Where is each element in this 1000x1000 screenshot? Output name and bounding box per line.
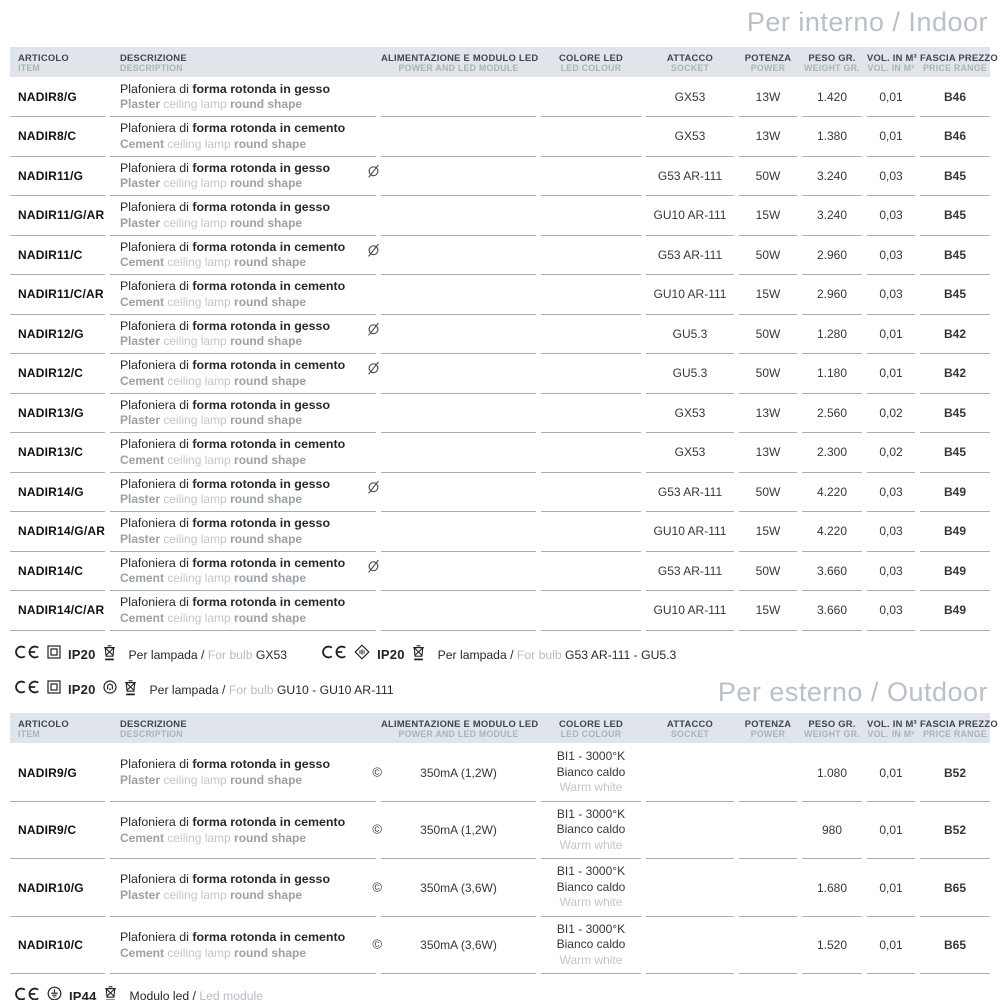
weee-crossed-bin-icon: [412, 644, 425, 666]
column-header: DESCRIZIONE DESCRIPTION: [120, 51, 187, 73]
led-colour-cell: [541, 315, 641, 355]
price-range-value: B45: [943, 168, 966, 183]
power-module-value: 350mA (1,2W): [420, 765, 497, 780]
socket-value: GU10 AR-111: [653, 208, 727, 223]
volume-value: 0,03: [879, 208, 903, 223]
ce-mark-icon: [14, 645, 40, 664]
led-colour-cell: [541, 394, 641, 434]
led-colour-english: Warm white: [559, 895, 623, 910]
weight-value: 1.280: [816, 326, 848, 341]
price-range-value: B49: [943, 563, 966, 578]
table-row: [10, 315, 990, 355]
description-english: Cement ceiling lamp round shape: [120, 373, 307, 388]
description-italian: Plafoniera di forma rotonda in gesso: [120, 757, 331, 772]
column-header: DESCRIZIONE DESCRIPTION: [120, 718, 187, 740]
weight-value: 2.560: [816, 405, 848, 420]
price-range-value: B42: [943, 326, 966, 341]
led-colour-cell: [541, 859, 641, 917]
power-module-value: 350mA (1,2W): [420, 823, 497, 838]
socket-value: GX53: [674, 445, 706, 460]
certification-icons: [321, 644, 425, 666]
volume-value: 0,03: [879, 287, 903, 302]
certification-note: [14, 679, 394, 701]
table-row: [10, 802, 990, 860]
volume-value: 0,01: [879, 89, 903, 104]
ip-rating: IP20: [68, 682, 96, 698]
power-value: 13W: [755, 405, 781, 420]
description-italian: Plafoniera di forma rotonda in gesso: [120, 318, 331, 333]
power-value: 50W: [755, 563, 781, 578]
description-english: Plaster ceiling lamp round shape: [120, 215, 303, 230]
description-english: Cement ceiling lamp round shape: [120, 571, 307, 586]
led-colour-cell: [541, 802, 641, 860]
description-italian: Plafoniera di forma rotonda in cemento: [120, 814, 346, 829]
column-header: ARTICOLO ITEM: [18, 51, 69, 73]
socket-value: G53 AR-111: [657, 247, 723, 262]
description-english: Cement ceiling lamp round shape: [120, 294, 307, 309]
volume-value: 0,01: [879, 129, 903, 144]
item-code: NADIR12/C: [18, 366, 84, 381]
item-code: NADIR8/G: [18, 89, 77, 104]
price-range-value: B49: [943, 603, 966, 618]
power-value: 13W: [755, 129, 781, 144]
description-cell: [110, 512, 376, 552]
table-row: [10, 394, 990, 434]
price-range-value: B49: [943, 484, 966, 499]
power-value: 50W: [755, 168, 781, 183]
certification-text: Per lampada / For bulb GX53: [128, 647, 288, 662]
description-cell: [110, 78, 376, 118]
outdoor-table-body: [10, 744, 990, 974]
item-code: NADIR13/C: [18, 445, 84, 460]
item-code: NADIR12/G: [18, 326, 84, 341]
table-row: [10, 117, 990, 157]
outdoor-note-row: [14, 985, 990, 1000]
column-header: COLORE LED LED COLOUR: [559, 51, 623, 73]
outdoor-section: [10, 676, 998, 1000]
table-row: [10, 591, 990, 631]
power-value: 50W: [755, 326, 781, 341]
power-value: 50W: [755, 484, 781, 499]
certification-text: Per lampada / For bulb G53 AR-111 - GU5.3: [437, 647, 677, 662]
led-colour-italian: Bianco caldo: [556, 937, 626, 952]
ce-mark-icon: [14, 680, 40, 699]
led-colour-cell: [541, 157, 641, 197]
description-italian: Plafoniera di forma rotonda in cemento: [120, 595, 346, 609]
led-colour-cell: [541, 117, 641, 157]
weight-value: 2.960: [816, 247, 848, 262]
volume-value: 0,03: [879, 524, 903, 539]
description-italian: Plafoniera di forma rotonda in cemento: [120, 437, 346, 451]
socket-value: GU5.3: [672, 366, 708, 381]
description-italian: Plafoniera di forma rotonda in cemento: [120, 121, 346, 135]
item-code: NADIR14/G/AR: [18, 524, 106, 539]
certification-icons: [14, 679, 137, 701]
table-row: [10, 236, 990, 276]
weight-value: 3.240: [816, 208, 848, 223]
item-code: NADIR14/C/AR: [18, 603, 105, 618]
description-italian: Plafoniera di forma rotonda in gesso: [120, 476, 331, 491]
certification-icons: [14, 644, 116, 666]
item-code: NADIR14/C: [18, 563, 84, 578]
lampholder-icon: [103, 680, 117, 699]
price-range-value: B42: [943, 366, 966, 381]
led-colour-cell: [541, 552, 641, 592]
volume-value: 0,02: [879, 405, 903, 420]
column-header: FASCIA PREZZO PRICE RANGE: [920, 51, 998, 73]
description-icon-slot: [365, 163, 382, 185]
weight-value: 1.680: [816, 880, 848, 895]
led-module-icon: ©: [372, 764, 382, 780]
description-italian: Plafoniera di forma rotonda in cemento: [120, 555, 346, 570]
column-header: VOL. IN M³ VOL. IN M³: [867, 51, 917, 73]
price-range-value: B52: [943, 823, 966, 838]
weight-value: 1.380: [816, 129, 848, 144]
certification-note: [14, 644, 287, 666]
price-range-value: B45: [943, 405, 966, 420]
description-cell: [110, 315, 376, 355]
certification-icons: [14, 985, 117, 1000]
not-dimmable-icon: [365, 242, 382, 264]
led-colour-cell: [541, 78, 641, 118]
description-english: Cement ceiling lamp round shape: [120, 255, 307, 270]
power-module-value: 350mA (3,6W): [420, 938, 497, 953]
power-value: 15W: [755, 287, 781, 302]
led-colour-cell: [541, 917, 641, 975]
led-colour-cell: [541, 196, 641, 236]
description-english: Cement ceiling lamp round shape: [120, 136, 307, 151]
led-colour-code: BI1 - 3000°K: [556, 864, 626, 879]
item-code: NADIR10/C: [18, 938, 84, 953]
table-row: [10, 78, 990, 118]
table-row: [10, 552, 990, 592]
description-cell: [110, 394, 376, 434]
ce-mark-icon: [14, 987, 40, 1000]
table-row: [10, 859, 990, 917]
indoor-section: [10, 7, 998, 701]
column-header: COLORE LED LED COLOUR: [559, 718, 623, 740]
volume-value: 0,01: [879, 326, 903, 341]
price-range-value: B52: [943, 765, 966, 780]
description-icon-slot: [365, 242, 382, 264]
led-colour-cell: [541, 512, 641, 552]
description-cell: [110, 802, 382, 860]
column-header: POTENZA POWER: [744, 51, 792, 73]
price-range-value: B65: [943, 938, 966, 953]
description-italian: Plafoniera di forma rotonda in gesso: [120, 397, 331, 412]
price-range-value: B45: [943, 287, 966, 302]
led-colour-cell: [541, 591, 641, 631]
table-row: [10, 196, 990, 236]
table-row: [10, 473, 990, 513]
description-cell: [110, 859, 382, 917]
led-colour-cell: [541, 354, 641, 394]
description-italian: Plafoniera di forma rotonda in gesso: [120, 81, 331, 96]
table-row: [10, 512, 990, 552]
description-cell: [110, 236, 376, 276]
weight-value: 1.420: [816, 89, 848, 104]
description-cell: [110, 275, 376, 315]
weight-value: 1.520: [816, 938, 848, 953]
item-code: NADIR11/G/AR: [18, 208, 105, 223]
weee-crossed-bin-icon: [124, 679, 137, 701]
indoor-table-header: [10, 47, 998, 77]
table-row: [10, 917, 990, 975]
column-header: FASCIA PREZZO PRICE RANGE: [920, 718, 998, 740]
socket-value: G53 AR-111: [657, 168, 723, 183]
description-english: Plaster ceiling lamp round shape: [120, 773, 303, 788]
description-english: Plaster ceiling lamp round shape: [120, 176, 303, 191]
price-range-value: B46: [943, 129, 966, 144]
led-module-icon: ©: [372, 936, 382, 952]
socket-value: GX53: [674, 89, 706, 104]
description-italian: Plafoniera di forma rotonda in cemento: [120, 279, 346, 293]
power-value: 15W: [755, 524, 781, 539]
power-value: 13W: [755, 445, 781, 460]
led-colour-code: BI1 - 3000°K: [556, 921, 626, 936]
description-icon-slot: [365, 321, 382, 343]
volume-value: 0,01: [879, 938, 903, 953]
description-cell: [110, 744, 382, 802]
class2-insulation-icon: [47, 645, 61, 664]
item-code: NADIR14/G: [18, 484, 84, 499]
description-cell: [110, 917, 382, 975]
weight-value: 3.240: [816, 168, 848, 183]
power-value: 15W: [755, 603, 781, 618]
description-cell: [110, 552, 376, 592]
weight-value: 2.960: [816, 287, 848, 302]
description-italian: Plafoniera di forma rotonda in gesso: [120, 200, 331, 214]
weight-value: 4.220: [816, 524, 848, 539]
led-colour-cell: [541, 744, 641, 802]
volume-value: 0,03: [879, 247, 903, 262]
column-header: ALIMENTAZIONE E MODULO LED POWER AND LED MODULE: [381, 51, 539, 73]
weight-value: 980: [821, 823, 843, 838]
column-header: PESO GR. WEIGHT GR.: [804, 51, 860, 73]
led-colour-italian: Bianco caldo: [556, 822, 626, 837]
table-row: [10, 354, 990, 394]
certification-text: Per lampada / For bulb GU10 - GU10 AR-111: [149, 682, 394, 697]
ip-rating: IP44: [69, 988, 97, 1000]
power-value: 50W: [755, 366, 781, 381]
socket-value: GU5.3: [672, 326, 708, 341]
certification-note: [321, 644, 676, 666]
weight-value: 3.660: [816, 563, 848, 578]
description-cell: [110, 117, 376, 157]
power-value: 13W: [755, 89, 781, 104]
item-code: NADIR11/C: [18, 247, 83, 262]
not-dimmable-icon: [365, 321, 382, 343]
description-italian: Plafoniera di forma rotonda in gesso: [120, 516, 331, 530]
volume-value: 0,01: [879, 823, 903, 838]
ip-rating: IP20: [377, 647, 405, 663]
socket-value: GU10 AR-111: [653, 603, 727, 618]
not-dimmable-icon: [365, 479, 382, 501]
certification-note: [14, 985, 263, 1000]
certification-text: Modulo led / Led module: [129, 989, 264, 1000]
price-range-value: B45: [943, 445, 966, 460]
led-module-icon: ©: [372, 879, 382, 895]
volume-value: 0,03: [879, 563, 903, 578]
price-range-value: B65: [943, 880, 966, 895]
ce-mark-icon: [321, 645, 347, 664]
description-icon-slot: [372, 938, 382, 951]
weight-value: 2.300: [816, 445, 848, 460]
socket-value: GX53: [674, 405, 706, 420]
description-english: Plaster ceiling lamp round shape: [120, 888, 303, 903]
table-row: [10, 433, 990, 473]
item-code: NADIR10/G: [18, 880, 84, 895]
description-cell: [110, 196, 376, 236]
led-colour-english: Warm white: [559, 780, 623, 795]
volume-value: 0,03: [879, 603, 903, 618]
description-cell: [110, 354, 376, 394]
column-header: POTENZA POWER: [744, 718, 792, 740]
led-colour-english: Warm white: [559, 837, 623, 852]
description-icon-slot: [365, 479, 382, 501]
class2-insulation-icon: [47, 680, 61, 699]
weight-value: 1.080: [816, 765, 848, 780]
earth-ground-icon: [47, 986, 62, 1000]
description-icon-slot: [372, 823, 382, 836]
led-colour-code: BI1 - 3000°K: [556, 806, 626, 821]
item-code: NADIR11/C/AR: [18, 287, 104, 302]
power-value: 50W: [755, 247, 781, 262]
indoor-section-title: Per interno / Indoor: [746, 7, 988, 37]
led-module-icon: ©: [372, 821, 382, 837]
description-english: Plaster ceiling lamp round shape: [120, 492, 303, 507]
item-code: NADIR8/C: [18, 129, 77, 144]
price-range-value: B45: [943, 208, 966, 223]
not-dimmable-icon: [365, 558, 382, 580]
item-code: NADIR13/G: [18, 405, 84, 420]
column-header: ATTACCO SOCKET: [666, 51, 714, 73]
volume-value: 0,01: [879, 765, 903, 780]
description-english: Cement ceiling lamp round shape: [120, 452, 307, 467]
volume-value: 0,01: [879, 880, 903, 895]
ip-rating: IP20: [68, 647, 96, 663]
outdoor-section-title: Per esterno / Outdoor: [717, 676, 988, 707]
power-value: 15W: [755, 208, 781, 223]
item-code: NADIR11/G: [18, 168, 84, 183]
description-english: Plaster ceiling lamp round shape: [120, 334, 303, 349]
description-italian: Plafoniera di forma rotonda in cemento: [120, 239, 346, 254]
socket-value: GU10 AR-111: [653, 287, 727, 302]
volume-value: 0,03: [879, 168, 903, 183]
description-cell: [110, 157, 376, 197]
indoor-notes-row-1: [14, 644, 990, 666]
description-english: Cement ceiling lamp round shape: [120, 610, 307, 625]
led-colour-cell: [541, 236, 641, 276]
weee-crossed-bin-icon: [103, 644, 116, 666]
description-italian: Plafoniera di forma rotonda in cemento: [120, 358, 346, 372]
description-icon-slot: [365, 361, 382, 383]
description-english: Plaster ceiling lamp round shape: [120, 531, 303, 546]
weight-value: 4.220: [816, 484, 848, 499]
led-colour-cell: [541, 275, 641, 315]
description-english: Cement ceiling lamp round shape: [120, 830, 307, 845]
column-header: PESO GR. WEIGHT GR.: [804, 718, 860, 740]
led-colour-cell: [541, 473, 641, 513]
description-cell: [110, 473, 376, 513]
weight-value: 1.180: [816, 366, 848, 381]
price-range-value: B45: [943, 247, 966, 262]
volume-value: 0,03: [879, 484, 903, 499]
led-colour-english: Warm white: [559, 952, 623, 967]
weee-crossed-bin-icon: [104, 985, 117, 1000]
column-header: VOL. IN M³ VOL. IN M³: [867, 718, 917, 740]
led-colour-code: BI1 - 3000°K: [556, 749, 626, 764]
table-row: [10, 157, 990, 197]
column-header: ATTACCO SOCKET: [666, 718, 714, 740]
led-colour-italian: Bianco caldo: [556, 764, 626, 779]
description-english: Plaster ceiling lamp round shape: [120, 97, 303, 112]
description-english: Cement ceiling lamp round shape: [120, 945, 307, 960]
description-icon-slot: [365, 558, 382, 580]
description-italian: Plafoniera di forma rotonda in gesso: [120, 160, 331, 175]
power-module-value: 350mA (3,6W): [420, 880, 497, 895]
outdoor-table-header: [10, 713, 998, 743]
weight-value: 3.660: [816, 603, 848, 618]
description-icon-slot: [372, 880, 382, 893]
table-row: [10, 275, 990, 315]
column-header: ALIMENTAZIONE E MODULO LED POWER AND LED MODULE: [381, 718, 539, 740]
description-cell: [110, 433, 376, 473]
volume-value: 0,01: [879, 366, 903, 381]
socket-value: GU10 AR-111: [653, 524, 727, 539]
item-code: NADIR9/C: [18, 823, 77, 838]
price-range-value: B49: [943, 524, 966, 539]
description-italian: Plafoniera di forma rotonda in cemento: [120, 929, 346, 944]
description-cell: [110, 591, 376, 631]
not-dimmable-icon: [365, 163, 382, 185]
transformer-icon: [354, 644, 370, 665]
volume-value: 0,02: [879, 445, 903, 460]
indoor-table-body: [10, 78, 990, 631]
table-row: [10, 744, 990, 802]
item-code: NADIR9/G: [18, 765, 77, 780]
price-range-value: B46: [943, 89, 966, 104]
not-dimmable-icon: [365, 361, 382, 383]
socket-value: GX53: [674, 129, 706, 144]
description-italian: Plafoniera di forma rotonda in gesso: [120, 872, 331, 887]
description-english: Plaster ceiling lamp round shape: [120, 413, 303, 428]
column-header: ARTICOLO ITEM: [18, 718, 69, 740]
led-colour-italian: Bianco caldo: [556, 879, 626, 894]
socket-value: G53 AR-111: [657, 484, 723, 499]
socket-value: G53 AR-111: [657, 563, 723, 578]
led-colour-cell: [541, 433, 641, 473]
description-icon-slot: [372, 765, 382, 778]
